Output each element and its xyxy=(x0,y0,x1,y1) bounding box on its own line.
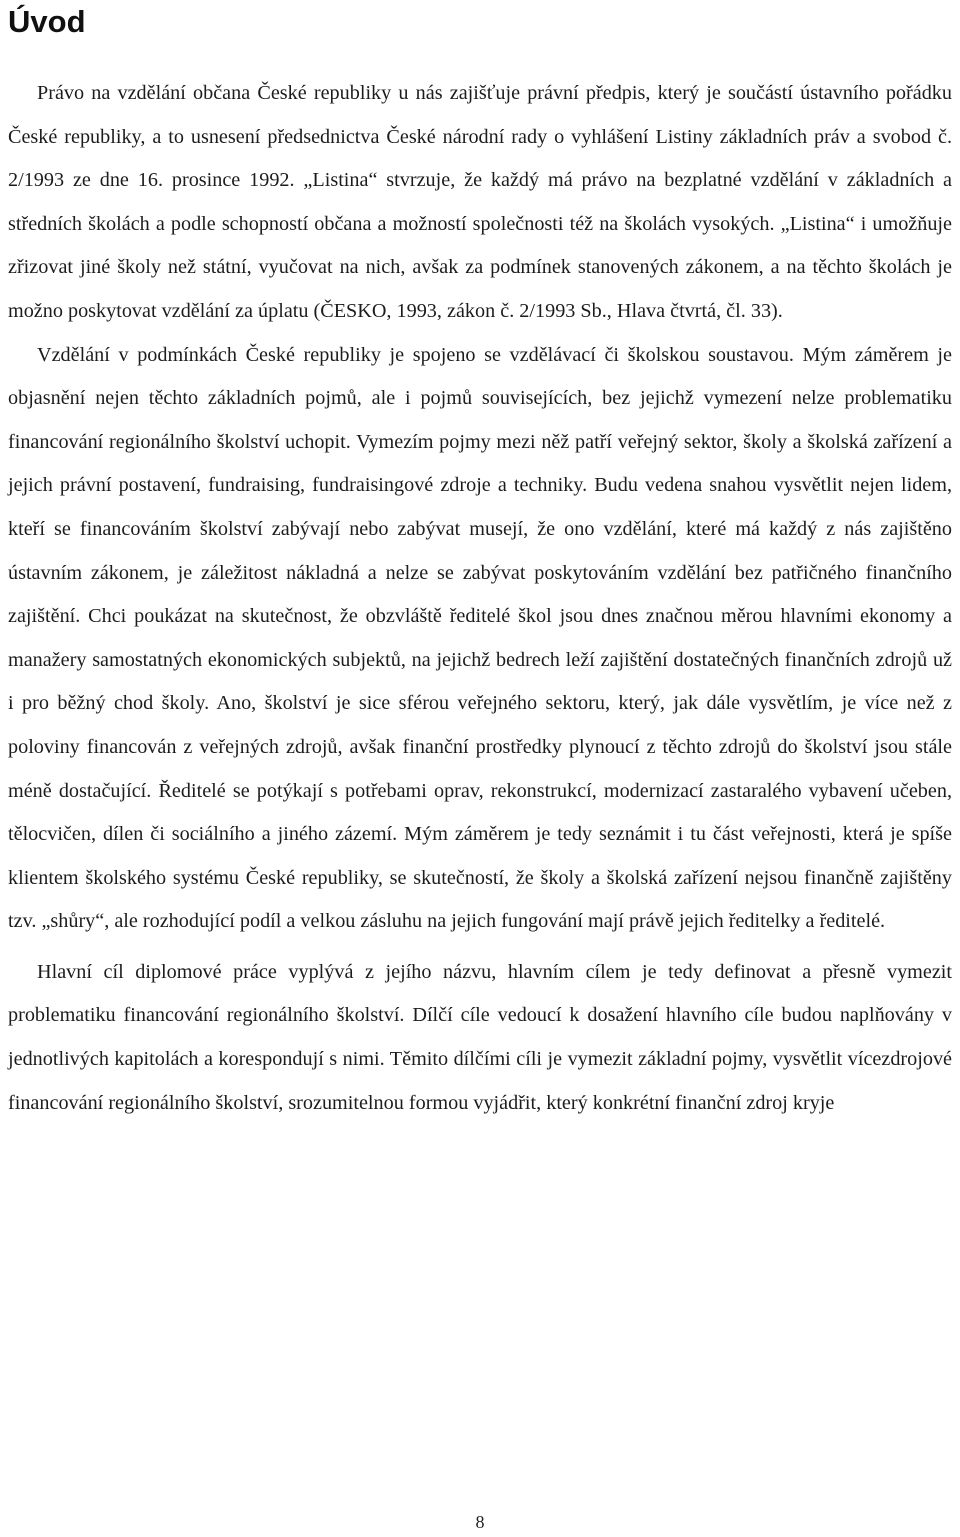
paragraph-education-system: Vzdělání v podmínkách České republiky je spojeno se vzdělávací či školskou soustavou. Mým záměrem je objasnění nejen těchto základních pojmů, ale i pojmů souvisejících, bez jejichž vymezení nelze problematiku financování regionálního školství uchopit. Vymezím pojmy mezi něž patří veřejný sektor, školy a školská zařízení a jejich právní postavení, fundraising, fundraisingové zdroje a techniky. Budu vedena snahou vysvětlit nejen lidem, kteří se financováním školství zabývají nebo zabývat musejí, že ono vzdělání, které má každý z nás zajištěno ústavním zákonem, je záležitost nákladná a nelze se zabývat poskytováním vzdělání bez patřičného finančního zajištění. Chci poukázat na skutečnost, že obzvláště ředitelé škol jsou dnes značnou měrou hlavními ekonomy a manažery samostatných ekonomických subjektů, na jejichž bedrech leží zajištění dostatečných finančních zdrojů už i pro běžný chod školy. Ano, školství je sice sférou veřejného sektoru, který, jak dále vysvětlím, je více než z poloviny financován z veřejných zdrojů, avšak finanční prostředky plynoucí z těchto zdrojů do školství jsou stále méně dostačující. Ředitelé se potýkají s potřebami oprav, rekonstrukcí, modernizací zastaralého vybavení učeben, tělocvičen, dílen či sociálního a jiného zázemí. Mým záměrem je tedy seznámit i tu část veřejnosti, která je spíše klientem školského systému České republiky, se skutečností, že školy a školská zařízení nejsou finančně zajištěny tzv. „shůry“, ale rozhodující podíl a velkou zásluhu na jejich fungování mají právě jejich ředitelky a ředitelé. xyxy=(8,343,952,933)
paragraph-intro: Právo na vzdělání občana České republiky u nás zajišťuje právní předpis, který je součástí ústavního pořádku České republiky, a to usnesení předsednictva České národní rady o vyhlášení Listiny základních práv a svobod č. 2/1993 ze dne 16. prosince 1992. „Listina“ stvrzuje, že každý má právo na bezplatné vzdělání v základních a středních školách a podle schopností občana a možností společnosti též na školách vysokých. „Listina“ i umožňuje zřizovat jiné školy než státní, vyučovat na nich, avšak za podmínek stanovených zákonem, a na těchto školách je možno poskytovat vzdělání za úplatu (ČESKO, 1993, zákon č. 2/1993 Sb., Hlava čtvrtá, čl. 33). xyxy=(8,82,952,322)
page-title: Úvod xyxy=(8,4,86,39)
paragraph-thesis-goal: Hlavní cíl diplomové práce vyplývá z jejího názvu, hlavním cílem je tedy definovat a přesně vymezit problematiku financování regionálního školství. Dílčí cíle vedoucí k dosažení hlavního cíle budou naplňovány v jednotlivých kapitolách a korespondují s nimi. Těmito dílčími cíli je vymezit základní pojmy, vysvětlit vícezdrojové financování regionálního školství, srozumitelnou formou vyjádřit, který konkrétní finanční zdroj kryje xyxy=(8,960,952,1114)
page-number: 8 xyxy=(475,1512,485,1532)
